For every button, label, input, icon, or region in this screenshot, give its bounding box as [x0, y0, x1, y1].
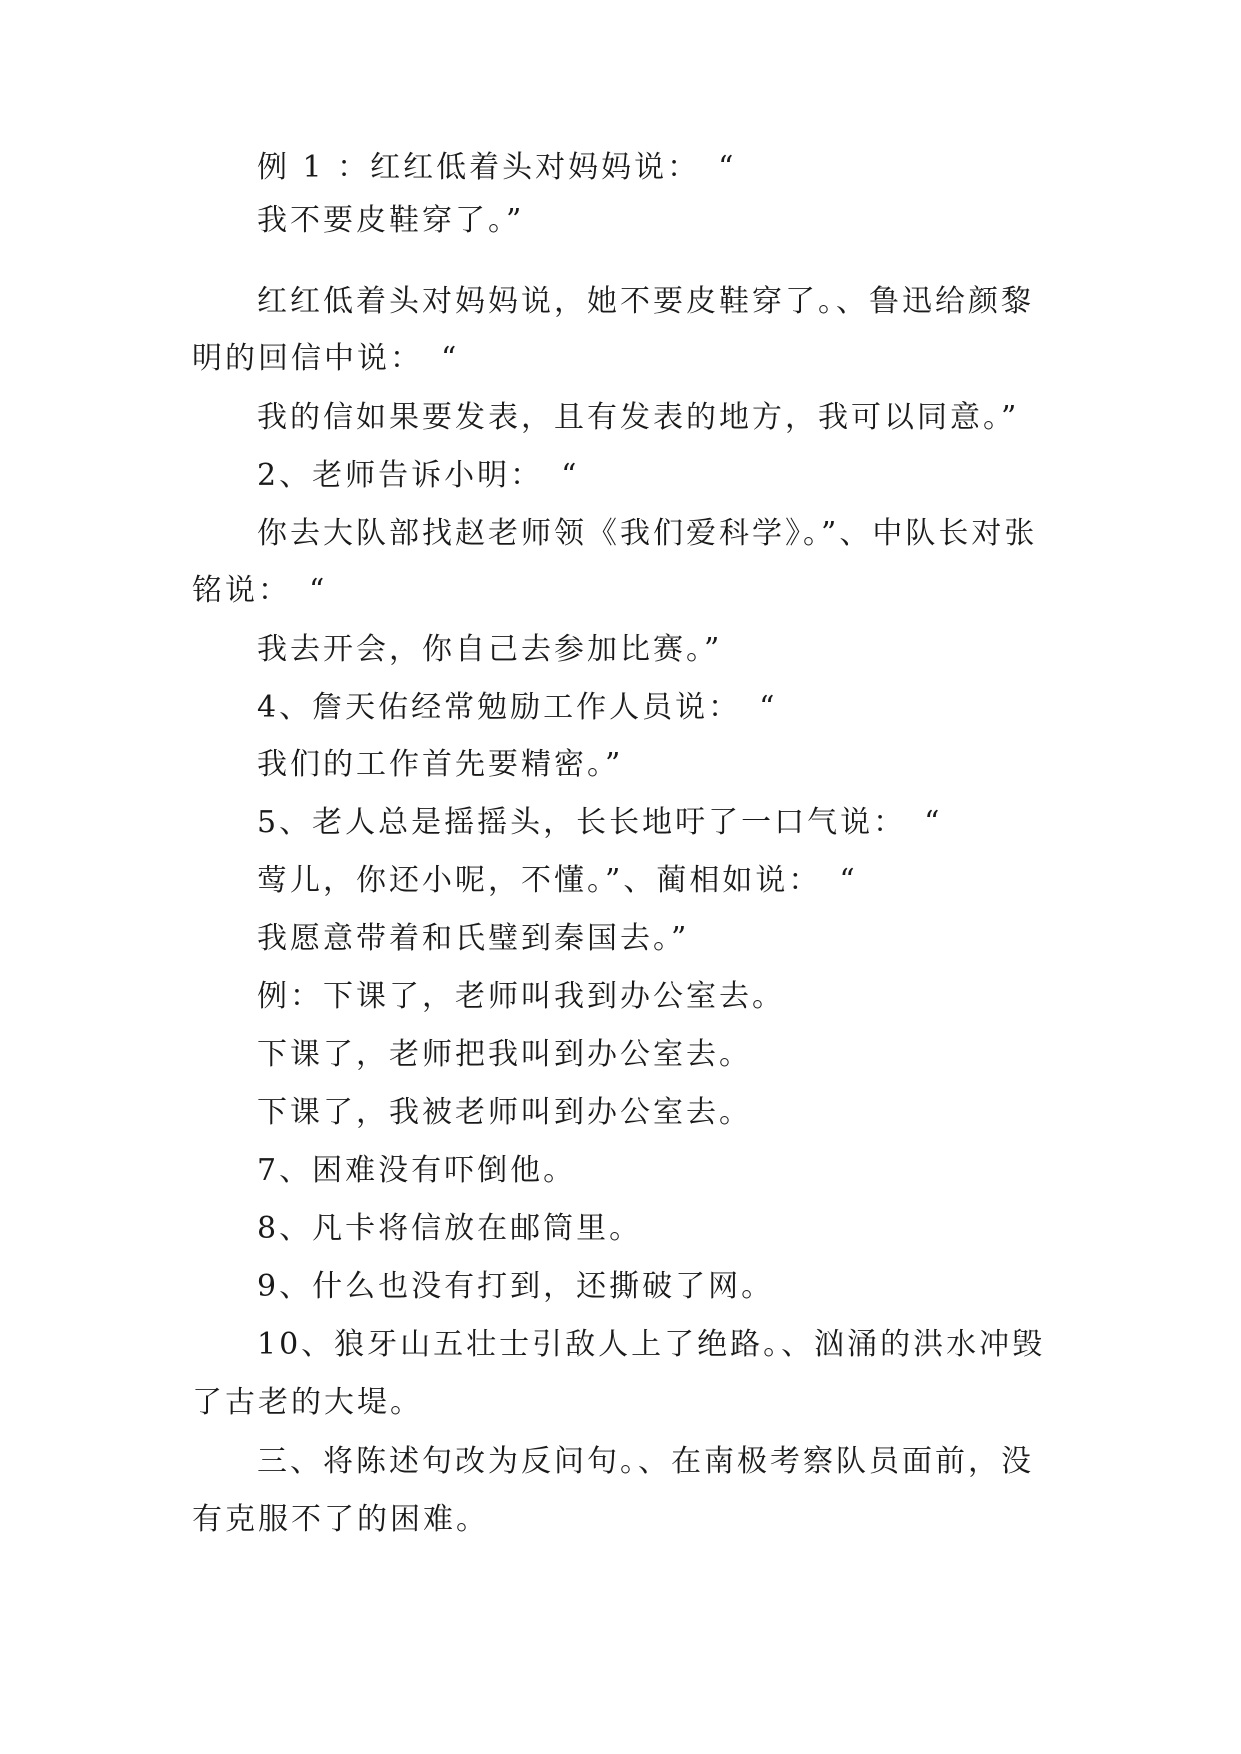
text-line: 10、狼牙山五壮士引敌人上了绝路。、汹涌的洪水冲毁	[257, 1327, 1046, 1362]
text-line: 有克服不了的困难。	[192, 1502, 489, 1537]
text-line: 红红低着头对妈妈说，她不要皮鞋穿了。、鲁迅给颜黎	[257, 284, 1034, 319]
text-line: 我们的工作首先要精密。”	[257, 747, 624, 782]
text-line: 7、困难没有吓倒他。	[257, 1153, 577, 1188]
text-line: 我的信如果要发表，且有发表的地方，我可以同意。”	[257, 400, 1020, 435]
text-line: 我不要皮鞋穿了。”	[257, 203, 525, 238]
text-line: 明的回信中说： “	[192, 341, 460, 376]
text-line: 下课了，我被老师叫到办公室去。	[257, 1095, 752, 1130]
text-line: 铭说： “	[192, 573, 328, 608]
text-line: 我去开会，你自己去参加比赛。”	[257, 632, 723, 667]
text-line: 例：下课了，老师叫我到办公室去。	[257, 979, 785, 1014]
text-line: 9、什么也没有打到，还撕破了网。	[257, 1269, 775, 1304]
text-line: 你去大队部找赵老师领《我们爱科学》。”、中队长对张	[257, 516, 1038, 551]
text-line: 莺儿，你还小呢，不懂。”、蔺相如说： “	[257, 863, 858, 898]
text-line: 下课了，老师把我叫到办公室去。	[257, 1037, 752, 1072]
text-line: 例 1 ：红红低着头对妈妈说： “	[257, 150, 737, 185]
text-line: 4、詹天佑经常勉励工作人员说： “	[257, 690, 778, 725]
text-line: 我愿意带着和氏璧到秦国去。”	[257, 921, 690, 956]
text-line: 三、将陈述句改为反问句。、在南极考察队员面前，没	[257, 1444, 1034, 1479]
text-line: 了古老的大堤。	[192, 1385, 423, 1420]
text-line: 8、凡卡将信放在邮筒里。	[257, 1211, 643, 1246]
text-line: 2、老师告诉小明： “	[257, 458, 580, 493]
text-line: 5、老人总是摇摇头，长长地吁了一口气说： “	[257, 805, 943, 840]
